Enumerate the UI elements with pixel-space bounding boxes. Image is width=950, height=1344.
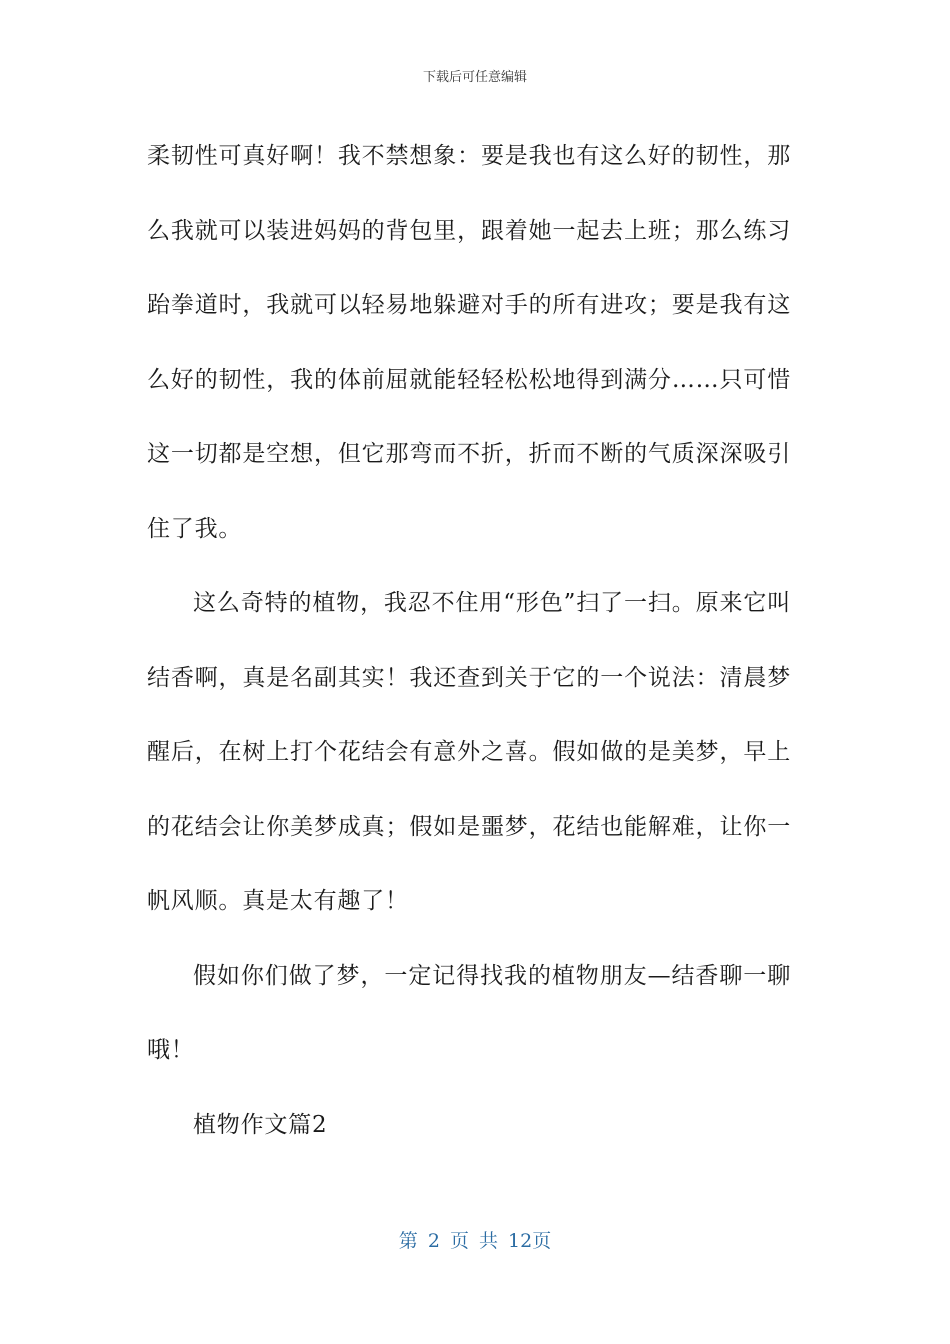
paragraph: 假如你们做了梦，一定记得找我的植物朋友—结香聊一聊哦！ xyxy=(147,962,791,1063)
paragraph: 这么奇特的植物，我忍不住用“形色”扫了一扫。原来它叫结香啊，真是名副其实！我还查到关于它的一个说法：清晨梦醒后，在树上打个花结会有意外之喜。假如做的是美梦，早上的花结会让你美梦成真；假如是噩梦，花结也能解难，让你一帆风顺。真是太有趣了！ xyxy=(147,590,791,914)
section-heading: 植物作文篇2 xyxy=(193,1111,328,1138)
page-header-note: 下载后可任意编辑 xyxy=(422,70,527,85)
page-number-footer: 第 2 页 共 12页 xyxy=(398,1230,552,1252)
paragraph-continued: 柔韧性可真好啊！我不禁想象：要是我也有这么好的韧性，那么我就可以装进妈妈的背包里，跟着她一起去上班；那么练习跆拳道时，我就可以轻易地躲避对手的所有进攻；要是我有这么好的韧性，我的体前屈就能轻轻松松地得到满分……只可惜这一切都是空想，但它那弯而不折，折而不断的气质深深吸引住了我。 xyxy=(147,143,791,542)
document-body xyxy=(147,119,791,1162)
